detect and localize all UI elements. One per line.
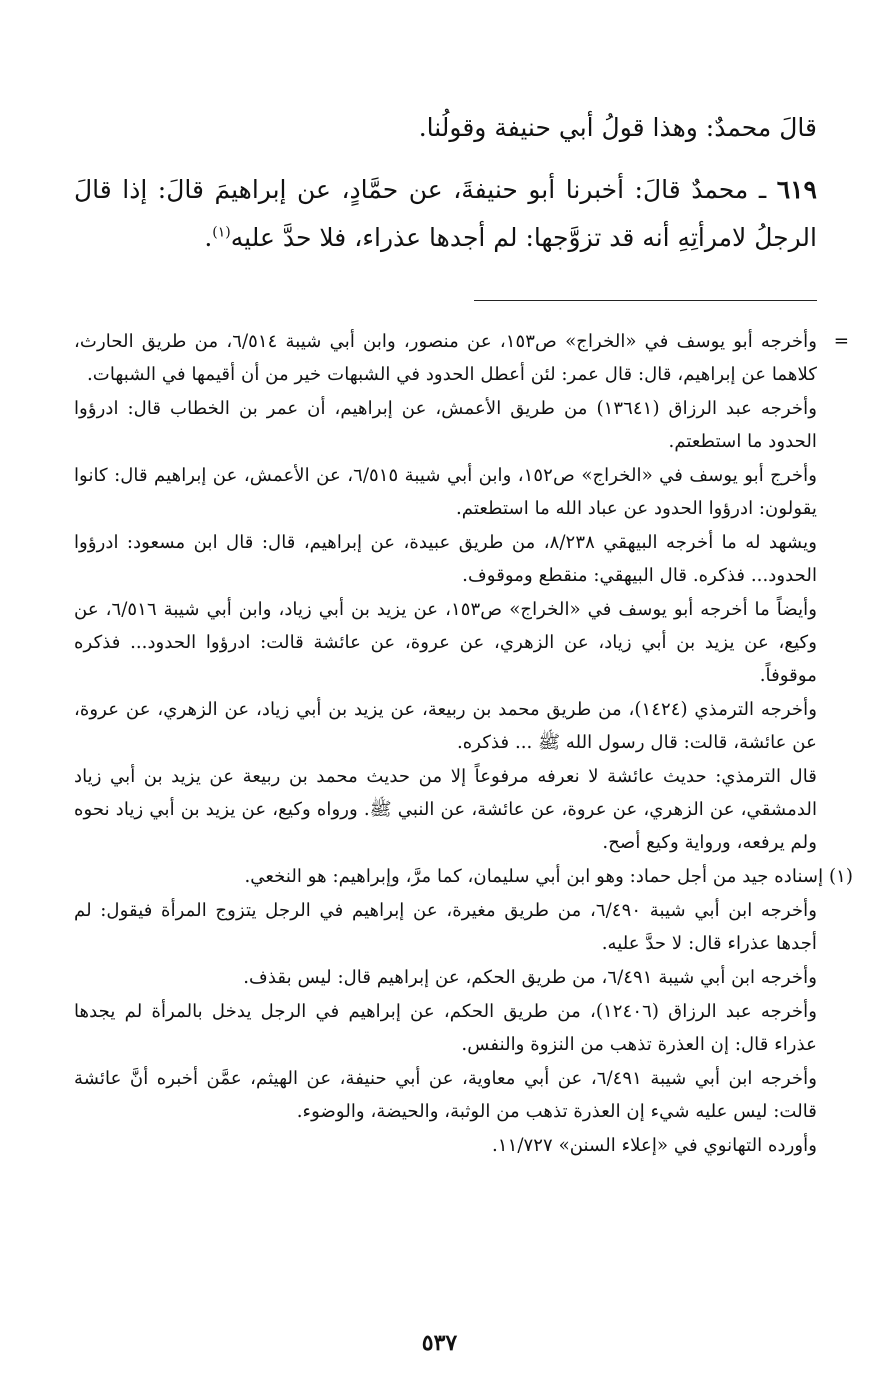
footnote-paragraph: ويشهد له ما أخرجه البيهقي ٨/٢٣٨، من طريق عبيدة، عن إبراهيم، قال: قال ابن مسعود: ادرؤوا الحدود... فذكره. قال البيهقي: منقطع وموقوف. <box>74 532 817 586</box>
book-page <box>74 104 853 1388</box>
footnote-paragraph: وأخرجه الترمذي (١٤٢٤)، من طريق محمد بن ربيعة، عن يزيد بن أبي زياد، عن الزهري، عن عروة، عن عائشة، قالت: قال رسول الله ﷺ ... فذكره. <box>74 699 817 753</box>
footnote-paragraph: وأورده التهانوي في «إعلاء السنن» ١١/٧٢٧. <box>492 1135 817 1156</box>
footnote-divider <box>474 300 817 301</box>
continuation-mark: = <box>833 331 849 352</box>
main-text <box>74 104 817 262</box>
footnote-1: (١) إسناده جيد من أجل حماد: وهو ابن أبي سليمان، كما مرَّ، وإبراهيم: هو النخعي. <box>244 866 853 887</box>
footnote-paragraph: قال الترمذي: حديث عائشة لا نعرفه مرفوعاً إلا من حديث محمد بن ربيعة عن يزيد بن أبي زياد الدمشقي، عن الزهري، عن عروة، عن عائشة، عن النبي ﷺ. ورواه وكيع، عن يزيد بن أبي زياد نحوه ولم يرفعه، ورواية وكيع أصح. <box>74 766 817 853</box>
footnote-paragraph-text: وأخرجه أبو يوسف في «الخراج» ص١٥٣، عن منصور، وابن أبي شيبة ٦/٥١٤، من طريق الحارث، كلاهما عن إبراهيم، قال: قال عمر: لئن أعطل الحدود في الشبهات خير من أن أقيمها في الشبهات. <box>74 331 817 385</box>
hadith-end: . <box>204 223 213 252</box>
hadith-text: ـ محمدٌ قالَ: أخبرنا أبو حنيفةَ، عن حمَّادٍ، عن إبراهيمَ قالَ: إذا قالَ الرجلُ لامرأتِهِ أنه قد تزوَّجها: لم أجدها عذراء، فلا حدَّ عليه <box>74 175 817 252</box>
footnotes <box>74 325 853 1162</box>
hadith-paragraph <box>74 166 817 262</box>
footnote-paragraph: وأيضاً ما أخرجه أبو يوسف في «الخراج» ص١٥٣، عن يزيد بن أبي زياد، وابن أبي شيبة ٦/٥١٦، عن وكيع، عن يزيد بن أبي زياد، عن الزهري، عن عروة، عن عائشة قالت: ادرؤوا الحدود... فذكره موقوفاً. <box>74 599 817 686</box>
footnote-paragraph: وأخرجه ابن أبي شيبة ٦/٤٩١، من طريق الحكم، عن إبراهيم قال: ليس بقذف. <box>243 967 817 988</box>
footnote-paragraph: وأخرج أبو يوسف في «الخراج» ص١٥٢، وابن أبي شيبة ٦/٥١٥، عن الأعمش، عن إبراهيم قال: كانوا يقولون: ادرؤوا الحدود عن عباد الله ما استطعتم. <box>74 465 817 519</box>
footnote-paragraph: وأخرجه عبد الرزاق (١٣٦٤١) من طريق الأعمش، عن إبراهيم، أن عمر بن الخطاب قال: ادرؤوا الحدود ما استطعتم. <box>74 398 817 452</box>
footnote-paragraph <box>74 325 849 391</box>
footnote-reference: (١) <box>212 224 231 241</box>
footnote-paragraph: وأخرجه ابن أبي شيبة ٦/٤٩٠، من طريق مغيرة، عن إبراهيم في الرجل يتزوج المرأة فيقول: لم أجدها عذراء قال: لا حدَّ عليه. <box>74 900 817 954</box>
footnote-paragraph: وأخرجه عبد الرزاق (١٢٤٠٦)، من طريق الحكم، عن إبراهيم في الرجل يدخل بالمرأة لم يجدها عذراء قال: إن العذرة تذهب من النزوة والنفس. <box>74 1001 818 1055</box>
page-number: ٥٣٧ <box>421 1330 458 1356</box>
author-comment: قالَ محمدٌ: وهذا قولُ أبي حنيفة وقولُنا. <box>418 113 817 142</box>
hadith-number: ٦١٩ <box>776 175 817 204</box>
footnote-paragraph: وأخرجه ابن أبي شيبة ٦/٤٩١، عن أبي معاوية، عن أبي حنيفة، عن الهيثم، عمَّن أخبره أنَّ عائشة قالت: ليس عليه شيء إن العذرة تذهب من الوثبة، والحيضة، والوضوء. <box>74 1068 817 1122</box>
